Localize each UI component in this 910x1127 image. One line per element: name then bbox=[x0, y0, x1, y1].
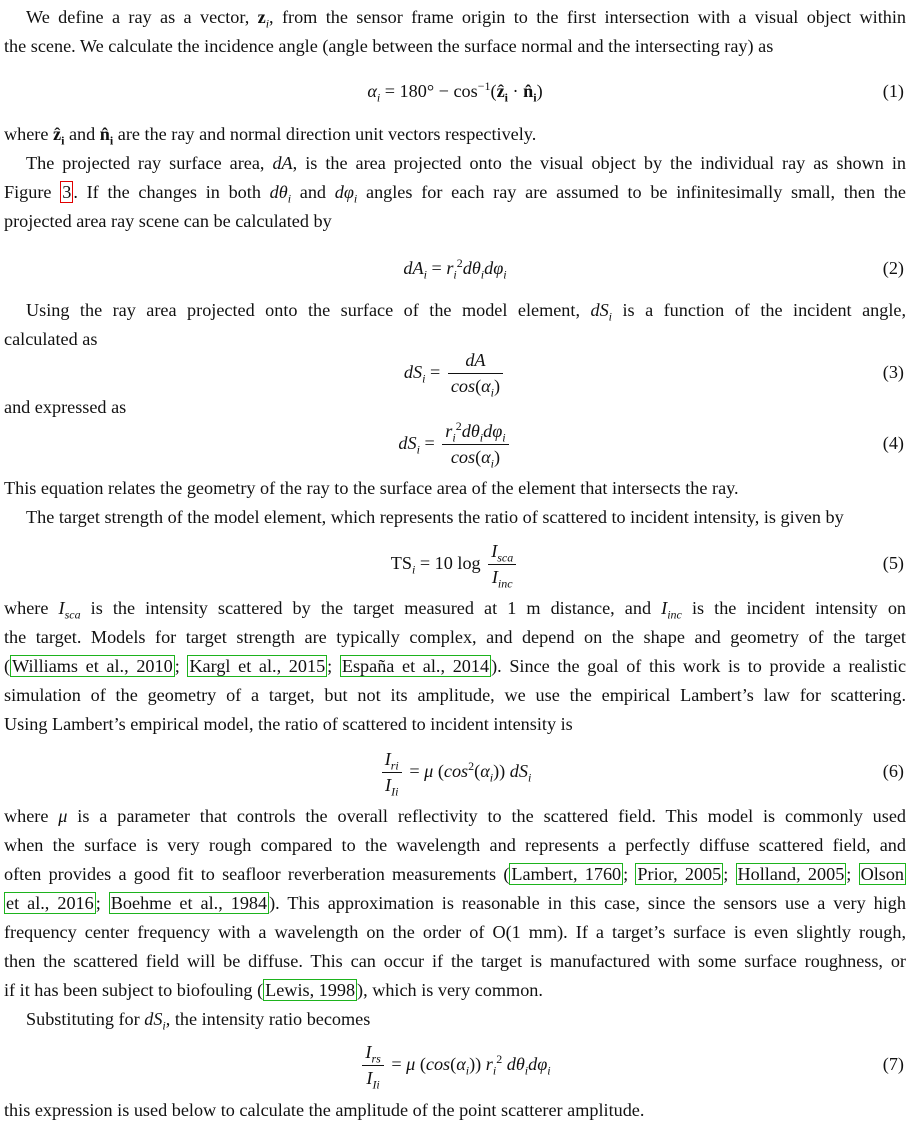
equation-3-body: $dS_i$ = $\frac{dA}{\cos(\alpha_i)}$ bbox=[4, 347, 906, 397]
paragraph-5-line-3: ( Williams et al., 2010 ; Kargl et al., 2015 ; España et al., 2014 ). Since the goal of this work is to provide a realistic bbox=[4, 656, 907, 676]
paragraph-2-line-3: projected area ray scene can be calculated by bbox=[4, 211, 332, 231]
paragraph-6-line-6: then the scattered field will be diffuse. This can occur if the target is manufactured with some surface roughness, or bbox=[4, 951, 906, 971]
where-unit-vectors: where ẑ$_i$ and $n̂_i$ are the ray and normal direction unit vectors respectively. bbox=[4, 124, 537, 148]
equation-1-number: (1) bbox=[882, 81, 904, 101]
citation-olson-end[interactable]: et al., 2016 bbox=[6, 893, 94, 913]
citation-williams[interactable]: Williams et al., 2010 bbox=[12, 656, 173, 676]
citation-boehme[interactable]: Boehme et al., 1984 bbox=[110, 893, 268, 913]
equation-3-denominator: $\cos(\alpha_i)$ bbox=[450, 376, 501, 400]
citation-kargl[interactable]: Kargl et al., 2015 bbox=[189, 656, 326, 676]
paragraph-1-line-1: We define a ray as a vector, $z_i$, from the sensor frame origin to the first intersection with a visual object within bbox=[26, 7, 906, 31]
paragraph-6-line-5: frequency center frequency with a wavelength on the order of O(1 mm). If a target’s surface is even slightly rough, bbox=[4, 922, 906, 942]
equation-5-denominator: $I_{inc}$ bbox=[491, 567, 513, 591]
equation-1 bbox=[4, 71, 906, 111]
paragraph-5-line-2: the target. Models for target strength are typically complex, and depend on the shape and geometry of the target bbox=[4, 627, 906, 647]
equation-7-numerator: $I_{rs}$ bbox=[362, 1042, 383, 1066]
equation-5-number: (5) bbox=[882, 553, 904, 573]
equation-6 bbox=[4, 745, 906, 797]
paragraph-6-line-7: if it has been subject to biofouling ( Lewis, 1998 ), which is very common. bbox=[4, 980, 543, 1000]
paragraph-2-line-1: The projected ray surface area, dA, is the area projected onto the visual object by the individual ray as shown in bbox=[26, 153, 906, 173]
paragraph-6-line-3: often provides a good fit to seafloor reverberation measurements ( Lambert, 1760 ; Prior, 2005 ; Holland, 2005 ; Olson bbox=[4, 864, 905, 884]
paragraph-1-line-2: the scene. We calculate the incidence angle (angle between the surface normal and the intersecting ray) as bbox=[4, 36, 774, 56]
equation-2 bbox=[4, 248, 906, 288]
equation-7-number: (7) bbox=[882, 1054, 904, 1074]
paragraph-5-line-4: simulation of the geometry of a target, but not its amplitude, we use the empirical Lambert’s law for scattering. bbox=[4, 685, 906, 705]
citation-olson-start[interactable]: Olson bbox=[860, 864, 905, 884]
citation-lambert[interactable]: Lambert, 1760 bbox=[511, 864, 622, 884]
paragraph-6-line-2: when the surface is very rough compared to the wavelength and represents a perfectly diffuse scattered field, and bbox=[4, 835, 906, 855]
equation-2-number: (2) bbox=[882, 258, 904, 278]
paragraph-5-line-5: Using Lambert’s empirical model, the ratio of scattered to incident intensity is bbox=[4, 714, 573, 734]
equation-4 bbox=[4, 417, 906, 469]
paragraph-5-line-1: where $I_{sca}$ is the intensity scattered by the target measured at 1 m distance, and $I_{inc}$ is the incident intensity on bbox=[4, 598, 907, 622]
equation-7 bbox=[4, 1038, 906, 1090]
citation-lewis[interactable]: Lewis, 1998 bbox=[265, 980, 356, 1000]
equation-4-number: (4) bbox=[882, 433, 904, 453]
equation-6-numerator: $I_{ri}$ bbox=[382, 749, 402, 773]
equation-7-denominator: $I_{Ii}$ bbox=[366, 1068, 380, 1092]
paragraph-6-line-4: et al., 2016 ; Boehme et al., 1984 ). This approximation is reasonable in this case, since the sensors use a very high bbox=[6, 893, 906, 913]
equation-5 bbox=[4, 536, 906, 590]
paragraph-6-line-1: where μ is a parameter that controls the overall reflectivity to the scattered field. This model is commonly used bbox=[4, 806, 906, 826]
paragraph-3-line-1: Using the ray area projected onto the surface of the model element, $dS_i$ is a function of the incident angle, bbox=[26, 300, 907, 324]
equation-6-number: (6) bbox=[882, 761, 904, 781]
equation-6-body: $\frac{I_{ri}}{I_{Ii}}$ = μ $(\cos^2(\alpha_i))$ $dS_i$ bbox=[4, 745, 906, 797]
equation-7-body: $\frac{I_{rs}}{I_{Ii}}$ = μ $(\cos(\alpha_i))$ $r_i^2$ $d\theta_id\varphi_i$ bbox=[4, 1038, 906, 1090]
final-sentence: this expression is used below to calculate the amplitude of the point scatterer amplitude. bbox=[4, 1100, 645, 1120]
paragraph-3-line-2: calculated as bbox=[4, 329, 98, 349]
equation-4-body: $dS_i$ = $\frac{r_i^2d\theta_id\varphi_i}{\cos(\alpha_i)}$ bbox=[4, 417, 906, 469]
citation-prior[interactable]: Prior, 2005 bbox=[637, 864, 722, 884]
expressed-as: and expressed as bbox=[4, 397, 127, 417]
citation-espana[interactable]: España et al., 2014 bbox=[341, 656, 490, 676]
sentence-relates: This equation relates the geometry of the ray to the surface area of the element that intersects the ray. bbox=[4, 478, 739, 498]
equation-5-numerator: $I_{sca}$ bbox=[488, 541, 516, 565]
equation-3-number: (3) bbox=[882, 362, 904, 382]
equation-1-body: $\alpha_i = 180^\circ$ − $\cos^{-1}(ẑ_i$ · $n̂_i$) bbox=[367, 78, 543, 105]
equation-6-denominator: $I_{Ii}$ bbox=[385, 775, 399, 799]
equation-3-numerator: dA bbox=[448, 350, 503, 374]
sentence-target-strength: The target strength of the model element, which represents the ratio of scattered to incident intensity, is given by bbox=[26, 507, 844, 527]
equation-5-body: $TS_i = 10$ log $\frac{I_{sca}}{I_{inc}}$ bbox=[4, 536, 906, 590]
figure-3-link[interactable]: 3 bbox=[62, 182, 72, 202]
equation-4-numerator: $r_i^2d\theta_id\varphi_i$ bbox=[442, 421, 508, 445]
equation-2-body: $dA_i = r_i^2d\theta_id\varphi_i$ bbox=[403, 255, 507, 282]
equation-4-denominator: $\cos(\alpha_i)$ bbox=[450, 447, 501, 471]
citation-holland[interactable]: Holland, 2005 bbox=[737, 864, 845, 884]
equation-3 bbox=[4, 347, 906, 400]
substituting-sentence: Substituting for $dS_i$, the intensity ratio becomes bbox=[26, 1009, 371, 1033]
paragraph-2-line-2: Figure 3 . If the changes in both $d\theta_i$ and $d\varphi_i$ angles for each ray are assumed to be infinitesimally small, then the bbox=[4, 182, 906, 206]
